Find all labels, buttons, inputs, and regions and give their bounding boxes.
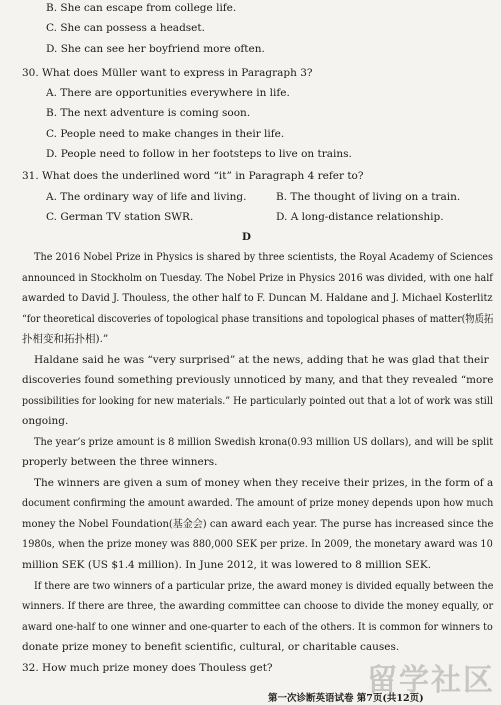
q31-stem: 31. What does the underlined word “it” in Paragraph 4 refer to? (22, 170, 364, 182)
q31-option-c: C. German TV station SWR. (46, 211, 194, 223)
passage-line: award one-half to one winner and one-quarter to each of the others. It is common for winners to (22, 621, 493, 633)
passage-line: money the Nobel Foundation(基金会) can award each year. The purse has increased since the (22, 518, 494, 530)
q31-option-a: A. The ordinary way of life and living. (46, 191, 247, 203)
q32-stem: 32. How much prize money does Thouless get? (22, 662, 273, 674)
passage-line: The year’s prize amount is 8 million Swedish krona(0.93 million US dollars), and will be split (34, 436, 494, 448)
passage-line: 扑相变和拓扑相).” (22, 333, 109, 345)
section-label: D (242, 231, 251, 243)
q30-stem: 30. What does Müller want to express in Paragraph 3? (22, 67, 313, 79)
passage-line: properly between the three winners. (22, 456, 218, 468)
passage-line: The 2016 Nobel Prize in Physics is shared by three scientists, the Royal Academy of Sciences (34, 251, 493, 263)
q30-option-b: B. The next adventure is coming soon. (46, 107, 251, 119)
q30-option-a: A. There are opportunities everywhere in life. (46, 87, 290, 99)
passage-line: announced in Stockholm on Tuesday. The Nobel Prize in Physics 2016 was divided, with one half (22, 272, 493, 284)
passage-line: document confirming the amount awarded. The amount of prize money depends upon how much (22, 497, 494, 509)
passage-line: If there are two winners of a particular prize, the award money is divided equally between the (34, 580, 494, 592)
passage-line: awarded to David J. Thouless, the other half to F. Duncan M. Haldane and J. Michael Kosterlitz (22, 292, 493, 304)
passage-line: Haldane said he was “very surprised” at the news, adding that he was glad that their (34, 354, 489, 366)
q31-option-b: B. The thought of living on a train. (276, 191, 461, 203)
q31-option-d: D. A long-distance relationship. (276, 211, 444, 223)
watermark-logo: 留学社区 (367, 663, 495, 698)
q29-option-b: B. She can escape from college life. (46, 2, 237, 14)
passage-line: donate prize money to benefit scientific, cultural, or charitable causes. (22, 641, 400, 653)
q30-option-d: D. People need to follow in her footsteps to live on trains. (46, 148, 352, 160)
q30-option-c: C. People need to make changes in their life. (46, 128, 285, 140)
page-footer: 第一次诊断英语试卷 第7页(共12页) (268, 693, 424, 704)
passage-line: possibilities for looking for new materials.” He particularly pointed out that a lot of work was still (22, 395, 493, 407)
passage-line: 1980s, when the prize money was 880,000 SEK per prize. In 2009, the monetary award was 10 (22, 538, 493, 550)
passage-line: discoveries found something previously unnoticed by many, and that they revealed “more (22, 374, 494, 386)
q29-option-d: D. She can see her boyfriend more often. (46, 43, 265, 55)
passage-line: The winners are given a sum of money when they receive their prizes, in the form of a (34, 477, 494, 489)
passage-line: million SEK (US $1.4 million). In June 2012, it was lowered to 8 million SEK. (22, 559, 432, 571)
passage-line: “for theoretical discoveries of topological phase transitions and topological phases of matter(物质拓 (22, 313, 494, 325)
passage-line: winners. If there are three, the awarding committee can choose to divide the money equally, or (22, 600, 494, 612)
q29-option-c: C. She can possess a headset. (46, 22, 205, 34)
passage-line: ongoing. (22, 415, 69, 427)
